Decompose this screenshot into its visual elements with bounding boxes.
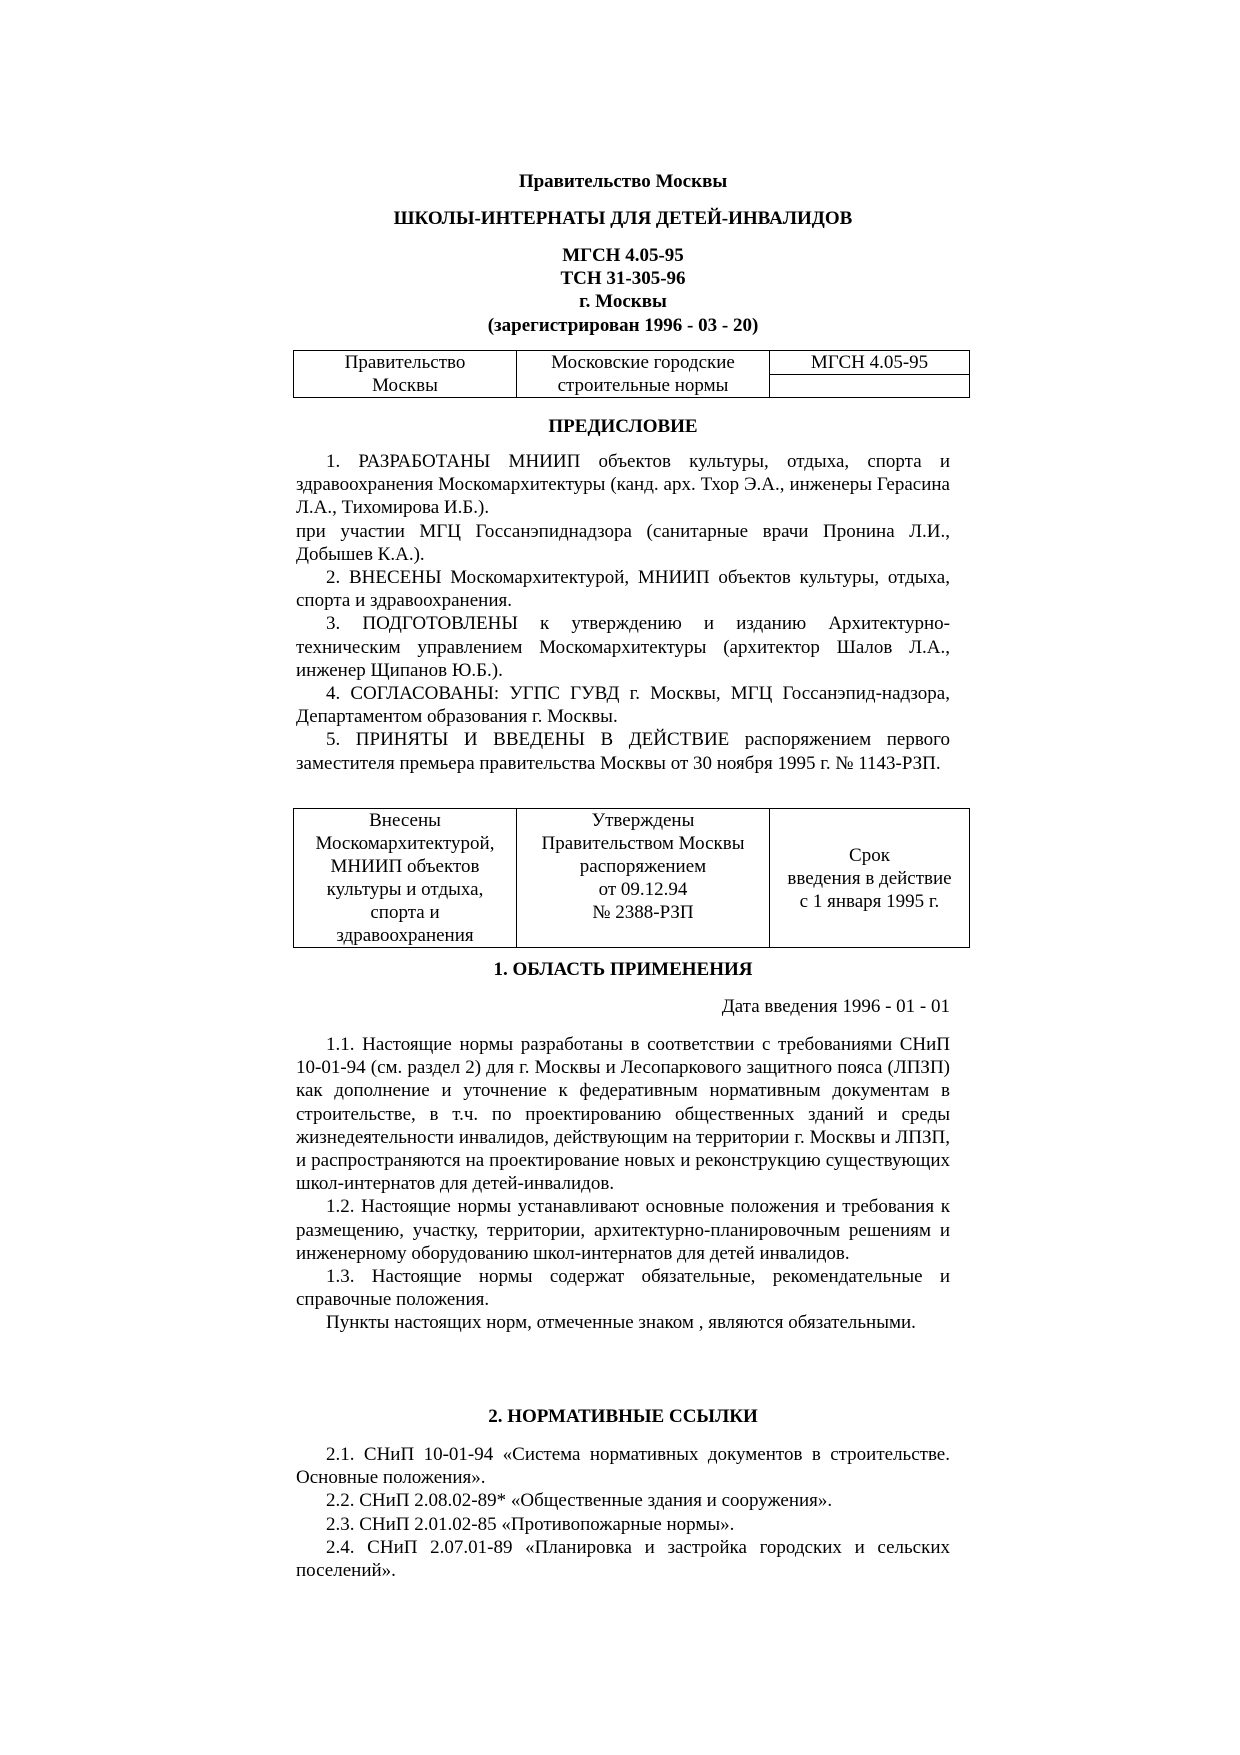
approval-table	[293, 808, 970, 948]
effective-date: Дата введения 1996 - 01 - 01	[721, 996, 950, 1017]
section1-body	[296, 1033, 950, 1335]
header-table-cell-empty	[770, 375, 970, 398]
code-mgsn: МГСН 4.05-95	[562, 245, 684, 266]
header-table-cell-norms: Московские городские строительные нормы	[517, 351, 770, 398]
foreword-paragraph: 1. РАЗРАБОТАНЫ МНИИП объектов культуры, отдыха, спорта и здравоохранения Москомархитектуры (канд. арх. Тхор Э.А., инженеры Герасина Л.А., Тихомирова И.Б.).	[296, 451, 950, 519]
section1-paragraph: 1.1. Настоящие нормы разработаны в соответствии с требованиями СНиП 10-01-94 (см. раздел 2) для г. Москвы и Лесопаркового защитного пояса (ЛПЗП) как дополнение и уточнение к федеративным нормативным документам в строительстве, в т.ч. по проектированию общественных зданий и среды жизнедеятельности инвалидов, действующим на территории г. Москвы и ЛПЗП, и распространяются на проектирование новых и реконструкцию существующих школ-интернатов для детей-инвалидов.	[296, 1034, 950, 1195]
document-codes	[296, 244, 950, 337]
section2-paragraph: 2.1. СНиП 10-01-94 «Система нормативных документов в строительстве. Основные положения».	[296, 1444, 950, 1489]
document-title: ШКОЛЫ-ИНТЕРНАТЫ ДЛЯ ДЕТЕЙ-ИНВАЛИДОВ	[393, 208, 853, 229]
section1-paragraph: Пункты настоящих норм, отмеченные знаком , являются обязательными.	[326, 1312, 916, 1334]
header-table	[293, 350, 970, 398]
foreword-heading: ПРЕДИСЛОВИЕ	[548, 416, 698, 437]
section2-heading: 2. НОРМАТИВНЫЕ ССЫЛКИ	[488, 1406, 758, 1427]
section2-paragraph: 2.2. СНиП 2.08.02-89* «Общественные здания и сооружения».	[326, 1490, 833, 1512]
foreword-paragraph: 3. ПОДГОТОВЛЕНЫ к утверждению и изданию Архитектурно-техническим управлением Москомархитектуры (архитектор Шалов Л.А., инженер Щипанов Ю.Б.).	[296, 613, 950, 681]
section1-paragraph: 1.2. Настоящие нормы устанавливают основные положения и требования к размещению, участку, территории, архитектурно-планировочным решениям и инженерному оборудованию школ-интернатов для детей инвалидов.	[296, 1196, 950, 1264]
foreword-paragraph: при участии МГЦ Госсанэпиднадзора (санитарные врачи Пронина Л.И., Добышев К.А.).	[296, 520, 950, 565]
code-registered: (зарегистрирован 1996 - 03 - 20)	[487, 314, 759, 336]
approval-cell-approved: Утверждены Правительством Москвы распоряжением от 09.12.94 № 2388-РЗП	[517, 809, 770, 948]
foreword-paragraph: 5. ПРИНЯТЫ И ВВЕДЕНЫ В ДЕЙСТВИЕ распоряжением первого заместителя премьера правительства Москвы от 30 ноября 1995 г. № 1143-РЗП.	[296, 729, 950, 774]
code-city: г. Москвы	[579, 291, 667, 313]
header-table-cell-org: Правительство Москвы	[294, 351, 517, 398]
foreword-body	[296, 450, 950, 775]
header-table-cell-code: МГСН 4.05-95	[770, 351, 970, 375]
section1-paragraph: 1.3. Настоящие нормы содержат обязательные, рекомендательные и справочные положения.	[296, 1266, 950, 1311]
org-title: Правительство Москвы	[518, 171, 728, 192]
approval-cell-term: Срок введения в действие с 1 января 1995 г.	[770, 809, 970, 948]
code-tsn: ТСН 31-305-96	[560, 268, 686, 290]
foreword-paragraph: 4. СОГЛАСОВАНЫ: УГПС ГУВД г. Москвы, МГЦ Госсанэпид-надзора, Департаментом образования г. Москвы.	[296, 683, 950, 728]
section2-paragraph: 2.4. СНиП 2.07.01-89 «Планировка и застройка городских и сельских поселений».	[296, 1536, 950, 1582]
section2-paragraph: 2.3. СНиП 2.01.02-85 «Противопожарные нормы».	[326, 1513, 735, 1535]
section1-heading: 1. ОБЛАСТЬ ПРИМЕНЕНИЯ	[493, 959, 753, 980]
section2-body	[296, 1443, 950, 1582]
foreword-paragraph: 2. ВНЕСЕНЫ Москомархитектурой, МНИИП объектов культуры, отдыха, спорта и здравоохранения.	[296, 567, 950, 612]
approval-cell-submitted: Внесены Москомархитектурой, МНИИП объектов культуры и отдыха, спорта и здравоохранения	[294, 809, 517, 948]
